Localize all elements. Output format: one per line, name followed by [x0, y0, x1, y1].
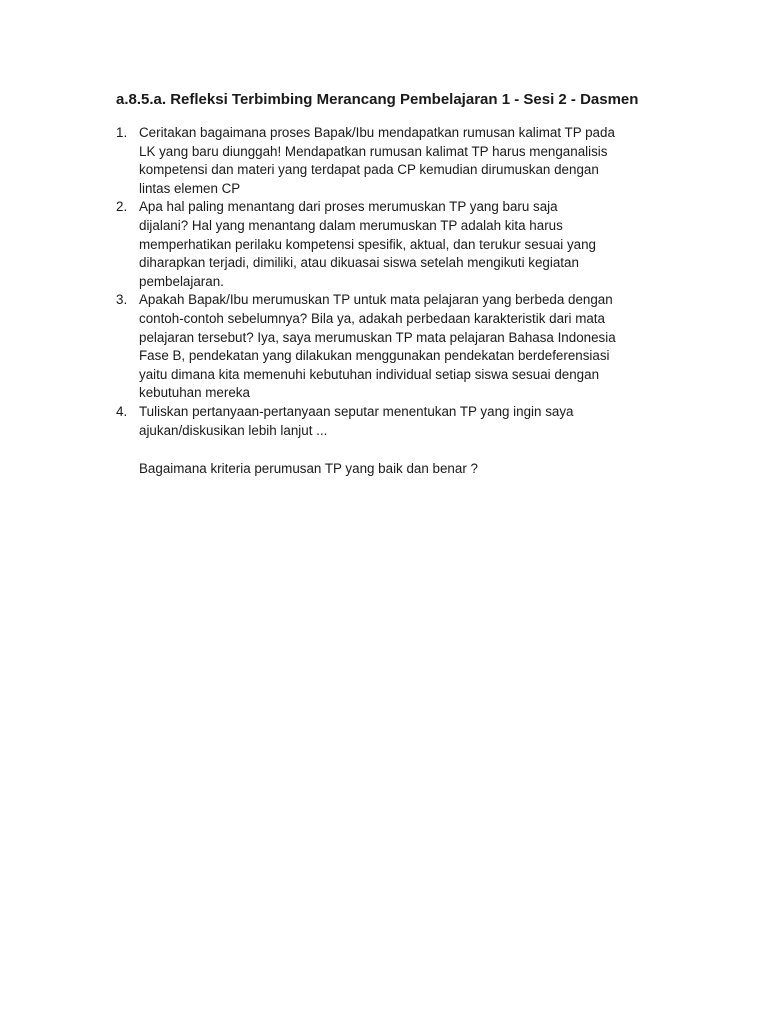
item-text-line: LK yang baru diunggah! Mendapatkan rumusan kalimat TP harus menganalisis: [139, 143, 608, 159]
item-number: 4.: [116, 403, 128, 419]
item-text-line: Ceritakan bagaimana proses Bapak/Ibu mendapatkan rumusan kalimat TP pada: [139, 125, 615, 140]
item-text-line: Apakah Bapak/Ibu merumuskan TP untuk mata pelajaran yang berbeda dengan: [139, 292, 613, 308]
document-title: a.8.5.a. Refleksi Terbimbing Merancang Pembelajaran 1 - Sesi 2 - Dasmen: [116, 91, 639, 108]
closing-question: Bagaimana kriteria perumusan TP yang baik dan benar ?: [139, 461, 478, 476]
item-number: 3.: [116, 292, 128, 308]
list-item: [116, 403, 676, 440]
item-text-line: yaitu dimana kita memenuhi kebutuhan individual setiap siswa sesuai dengan: [139, 366, 600, 382]
item-text-line: kompetensi dan materi yang terdapat pada CP kemudian dirumuskan dengan: [139, 162, 599, 178]
item-text-line: memperhatikan perilaku kompetensi spesifik, aktual, dan terukur sesuai yang: [139, 236, 597, 252]
item-text-line: contoh-contoh sebelumnya? Bila ya, adakah perbedaan karakteristik dari mata: [139, 310, 605, 326]
reflection-list: [116, 124, 676, 440]
item-text-line: dijalani? Hal yang menantang dalam merumuskan TP adalah kita harus: [139, 217, 563, 233]
item-text-line: ajukan/diskusikan lebih lanjut ...: [139, 422, 328, 438]
item-number: 2.: [116, 199, 128, 215]
item-text-line: Apa hal paling menantang dari proses merumuskan TP yang baru saja: [139, 199, 558, 215]
item-text-line: pembelajaran.: [139, 273, 224, 289]
item-text-line: Fase B, pendekatan yang dilakukan menggunakan pendekatan berdeferensiasi: [139, 348, 610, 364]
item-text-line: lintas elemen CP: [139, 180, 241, 196]
item-text-line: diharapkan terjadi, dimiliki, atau dikuasai siswa setelah mengikuti kegiatan: [139, 255, 579, 271]
item-text-line: Tuliskan pertanyaan-pertanyaan seputar menentukan TP yang ingin saya: [139, 403, 574, 419]
item-number: 1.: [116, 125, 128, 140]
list-item: [116, 198, 676, 291]
list-item: [116, 124, 676, 198]
item-text-line: kebutuhan mereka: [139, 385, 250, 401]
list-item: [116, 291, 676, 403]
item-text-line: pelajaran tersebut? Iya, saya merumuskan TP mata pelajaran Bahasa Indonesia: [139, 329, 616, 345]
